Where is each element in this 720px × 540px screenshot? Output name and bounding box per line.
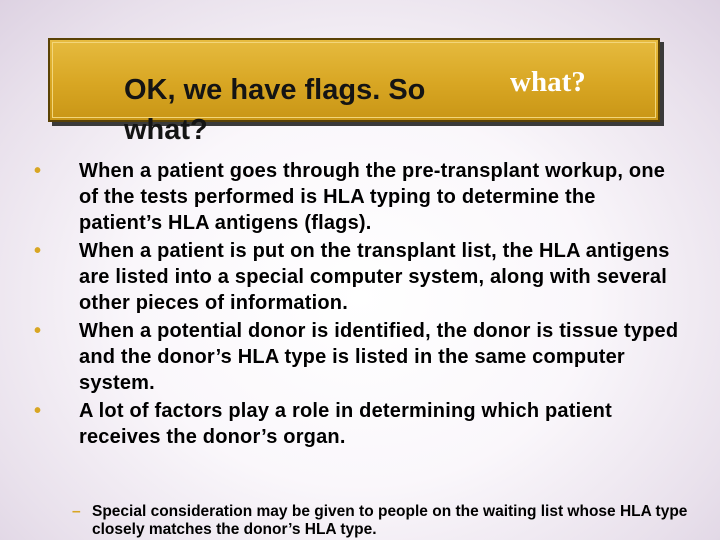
sub-bullet-item [72, 503, 692, 539]
bullet-item [32, 318, 682, 396]
bullet-marker: • [34, 400, 42, 422]
bullet-text: When a patient goes through the pre-transplant workup, one of the tests performed is HLA typing to determine the patient’s HLA antigens (flags). [79, 160, 666, 234]
bullet-item [32, 398, 682, 450]
bullet-text: A lot of factors play a role in determining which patient receives the donor’s organ. [79, 400, 612, 448]
bullet-marker: • [34, 240, 42, 262]
bullet-text: When a patient is put on the transplant list, the HLA antigens are listed into a special computer system, along with several other pieces of information. [79, 240, 670, 314]
bullet-item [32, 158, 682, 236]
slide-title: OK, we have flags. So what? [124, 74, 426, 146]
title-ghost-text: what? [510, 66, 586, 98]
bullet-text: When a potential donor is identified, the donor is tissue typed and the donor’s HLA type is listed in the same computer system. [79, 320, 679, 394]
sub-bullet-marker: – [72, 503, 81, 520]
bullet-list [32, 158, 682, 452]
bullet-marker: • [34, 320, 42, 342]
bullet-item [32, 238, 682, 316]
bullet-marker: • [34, 160, 42, 182]
sub-bullet-text: Special consideration may be given to people on the waiting list whose HLA type closely matches the donor’s HLA type. [92, 503, 688, 538]
